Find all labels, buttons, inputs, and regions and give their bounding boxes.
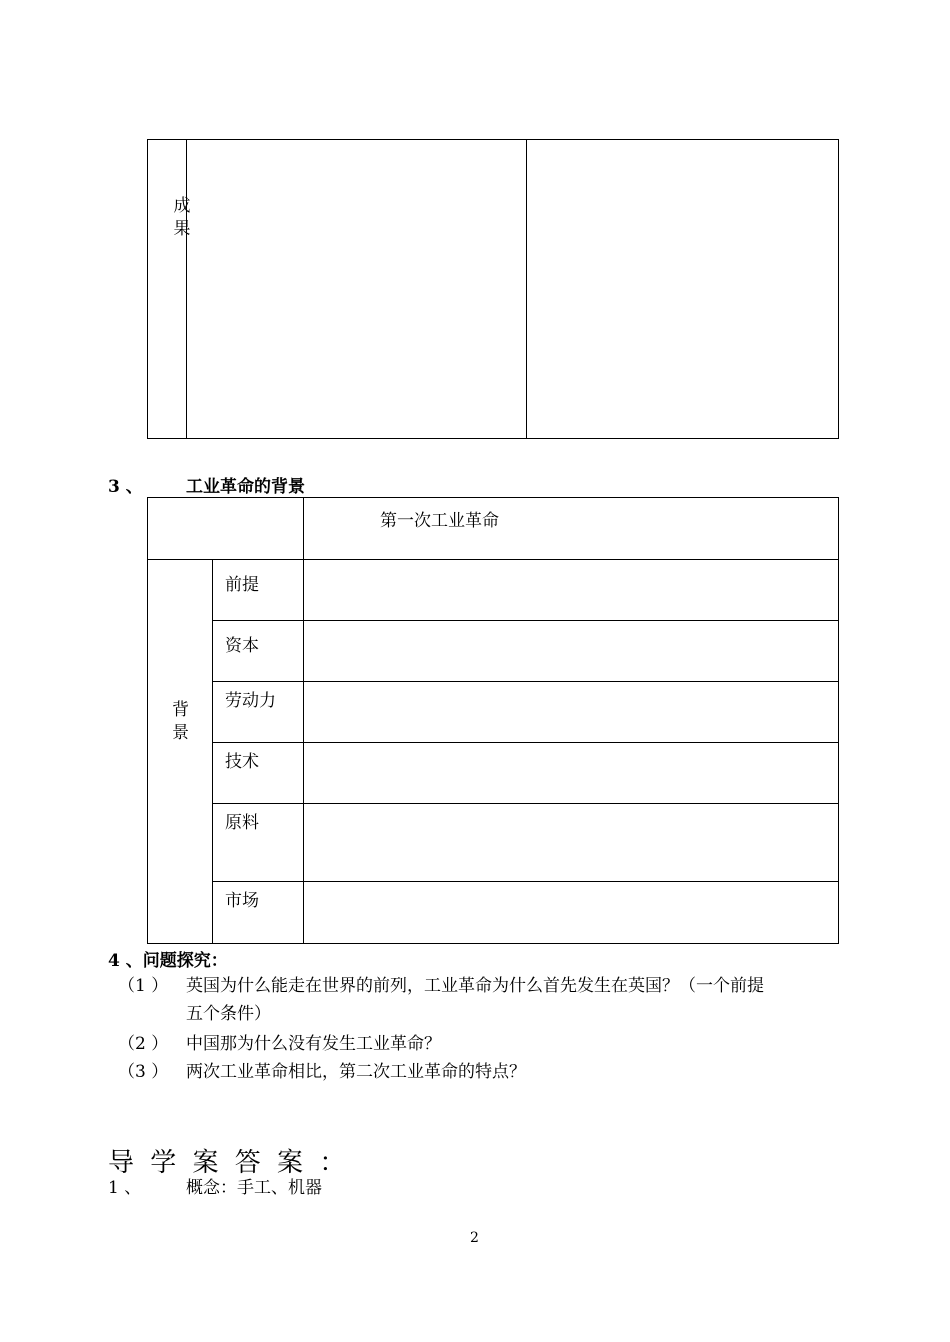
group-label: 背景 xyxy=(168,700,188,746)
question-3 xyxy=(118,1058,848,1086)
row-label-cell xyxy=(213,560,304,621)
results-label: 成果 xyxy=(169,195,190,242)
section3-number: 3 、 xyxy=(108,477,143,497)
question-2 xyxy=(118,1030,848,1058)
row-value-cell xyxy=(304,743,839,804)
question-number: （2 ） xyxy=(118,1034,169,1054)
section4-title: 4 、问题探究： xyxy=(108,951,228,971)
answer-number: 1 、 xyxy=(108,1178,142,1198)
row-label-cell xyxy=(213,882,304,944)
row-value-cell xyxy=(304,560,839,621)
row-label: 劳动力 xyxy=(225,691,276,711)
question-text: 两次工业革命相比，第二次工业革命的特点？ xyxy=(186,1062,526,1082)
section3-title: 工业革命的背景 xyxy=(186,477,305,497)
answers-heading: 导 学 案 答 案 ： xyxy=(108,1148,350,1178)
row-label: 资本 xyxy=(225,636,259,656)
question-number: （3 ） xyxy=(118,1062,169,1082)
answer-item-1 xyxy=(108,1174,708,1202)
question-text: 中国那为什么没有发生工业革命？ xyxy=(186,1034,441,1054)
background-table xyxy=(147,497,839,944)
header-cell xyxy=(304,498,839,560)
answer-text: 概念：手工、机器 xyxy=(186,1178,322,1198)
row-label: 技术 xyxy=(225,752,259,772)
section3-heading xyxy=(108,472,305,497)
question-text: 英国为什么能走在世界的前列，工业革命为什么首先发生在英国？（一个前提 xyxy=(186,976,764,996)
results-cell-1 xyxy=(187,140,527,439)
results-table xyxy=(147,139,839,439)
row-label-cell xyxy=(213,621,304,682)
question-number: （1 ） xyxy=(118,976,169,996)
results-label-cell xyxy=(148,140,190,439)
row-value-cell xyxy=(304,882,839,944)
row-label: 市场 xyxy=(225,891,259,911)
row-label: 原料 xyxy=(225,813,259,833)
row-value-cell xyxy=(304,621,839,682)
row-label-cell xyxy=(213,804,304,882)
page-number: 2 xyxy=(470,1230,479,1246)
group-label-cell xyxy=(148,560,213,944)
question-1 xyxy=(118,972,848,1024)
header-empty-cell xyxy=(148,498,304,560)
row-label-cell xyxy=(213,743,304,804)
results-cell-2 xyxy=(527,140,839,439)
question-text-continued: 五个条件） xyxy=(186,1004,271,1024)
row-value-cell xyxy=(304,682,839,743)
header-title: 第一次工业革命 xyxy=(380,511,499,531)
row-label: 前提 xyxy=(225,575,259,595)
row-label-cell xyxy=(213,682,304,743)
row-value-cell xyxy=(304,804,839,882)
